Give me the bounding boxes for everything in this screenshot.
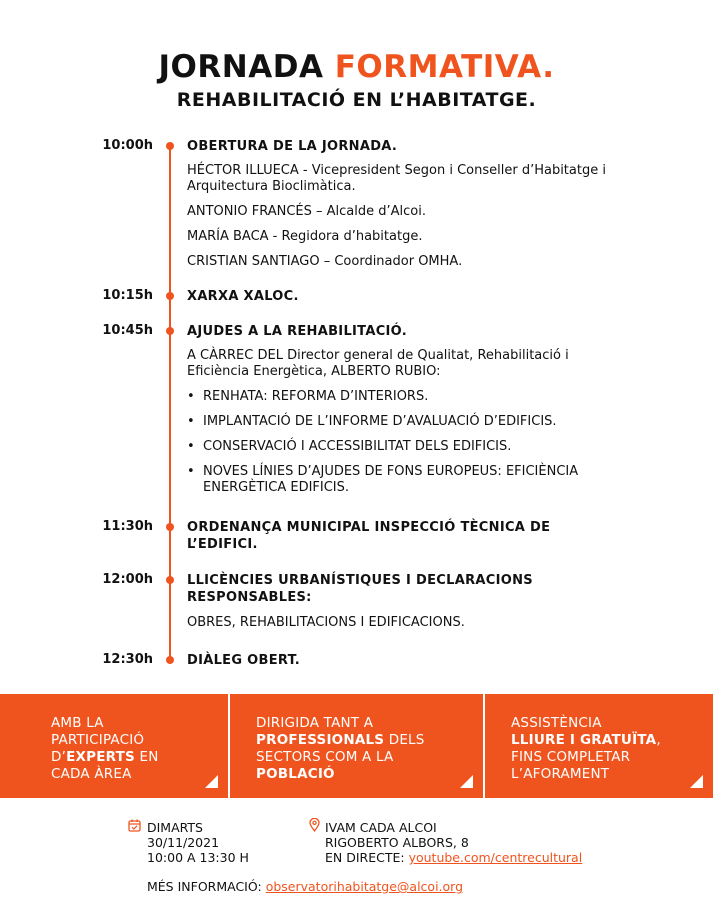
session-line: HÉCTOR ILLUECA - Vicepresident Segon i Conseller d’Habitatge i Arquitectura Bioclimàtica. — [187, 163, 606, 194]
session-content — [187, 138, 627, 270]
title-part-2: FORMATIVA. — [334, 49, 555, 85]
session-heading: AJUDES A LA REHABILITACIÓ. — [187, 324, 407, 339]
panel-attendance — [485, 694, 713, 798]
session-time: 11:30h — [102, 519, 153, 534]
list-item: • CONSERVACIÓ I ACCESSIBILITAT DELS EDIFICIS. — [187, 439, 627, 455]
more-info-label: MÉS INFORMACIÓ: — [147, 879, 262, 894]
session-content — [187, 572, 627, 631]
panel-line: DIRIGIDA TANT A — [256, 715, 374, 731]
session-content — [187, 519, 627, 553]
live-label: EN DIRECTE: — [325, 850, 405, 865]
timeline-dot — [166, 327, 174, 335]
corner-triangle-icon — [690, 775, 703, 788]
session-heading: ORDENANÇA MUNICIPAL INSPECCIÓ TÈCNICA DE L’EDIFICI. — [187, 520, 551, 552]
panel-line — [511, 732, 661, 749]
session-line: ANTONIO FRANCÉS – Alcalde d’Alcoi. — [187, 204, 426, 219]
panel-line: L’AFORAMENT — [511, 766, 610, 782]
timeline-dot — [166, 142, 174, 150]
session-content — [187, 288, 627, 305]
panel-line — [256, 766, 425, 783]
event-live — [325, 850, 582, 865]
panel-line: FINS COMPLETAR — [511, 749, 631, 765]
panel-audience — [230, 694, 483, 798]
event-venue: IVAM CADA ALCOI — [325, 820, 437, 835]
panel-text-part: , — [656, 732, 661, 748]
session-time: 10:15h — [102, 288, 153, 303]
session-content — [187, 652, 627, 669]
bullet-list — [187, 389, 627, 496]
session-line: CRISTIAN SANTIAGO – Coordinador OMHA. — [187, 254, 463, 269]
panel-text — [51, 715, 159, 783]
timeline-dot — [166, 292, 174, 300]
panel-text-part: DELS — [384, 732, 425, 748]
list-item: • NOVES LÍNIES D’AJUDES DE FONS EUROPEUS: EFICIÈNCIA ENERGÈTICA EDIFICIS. — [187, 464, 627, 496]
panel-line: PARTICIPACIÓ — [51, 732, 145, 748]
session-time: 12:30h — [102, 652, 153, 667]
session-line: MARÍA BACA - Regidora d’habitatge. — [187, 229, 423, 244]
panel-text — [256, 715, 425, 783]
youtube-link[interactable]: youtube.com/centrecultural — [408, 850, 583, 865]
panel-text — [511, 715, 661, 783]
panel-line — [51, 749, 159, 766]
more-info — [147, 879, 463, 894]
session-heading: OBERTURA DE LA JORNADA. — [187, 139, 398, 154]
page-subtitle: REHABILITACIÓ EN L’HABITATGE. — [176, 89, 537, 111]
event-date: 30/11/2021 — [147, 835, 220, 850]
panel-bold-text: EXPERTS — [66, 749, 135, 765]
corner-triangle-icon — [205, 775, 218, 788]
panel-bold-text: PROFESSIONALS — [256, 732, 385, 748]
panel-text-part: D’ — [51, 749, 67, 765]
page-title — [0, 49, 713, 85]
panel-line: AMB LA — [51, 715, 104, 731]
list-item: • RENHATA: REFORMA D’INTERIORS. — [187, 389, 627, 405]
title-part-1: JORNADA — [158, 49, 324, 85]
calendar-icon — [128, 819, 141, 832]
event-venue-block — [325, 820, 582, 865]
email-link[interactable]: observatorihabitatge@alcoi.org — [265, 879, 464, 894]
session-time: 10:45h — [102, 323, 153, 338]
event-address: RIGOBERTO ALBORS, 8 — [325, 835, 469, 850]
corner-triangle-icon — [460, 775, 473, 788]
session-time: 12:00h — [102, 572, 153, 587]
timeline-dot — [166, 523, 174, 531]
location-pin-icon — [309, 818, 320, 832]
panel-line — [256, 732, 425, 749]
highlights-band — [0, 694, 713, 798]
event-hours: 10:00 A 13:30 H — [147, 850, 249, 865]
timeline-dot — [166, 576, 174, 584]
panel-line: ASSISTÈNCIA — [511, 715, 602, 731]
session-line: OBRES, REHABILITACIONS I EDIFICACIONS. — [187, 615, 465, 630]
panel-line: CADA ÀREA — [51, 766, 132, 782]
panel-experts — [0, 694, 228, 798]
list-item: • IMPLANTACIÓ DE L’INFORME D’AVALUACIÓ D’EDIFICIS. — [187, 414, 627, 430]
session-content — [187, 323, 627, 505]
session-intro: A CÀRREC DEL Director general de Qualitat, Rehabilitació i Eficiència Energètica, ALBERTO RUBIO: — [187, 348, 569, 379]
session-heading: DIÀLEG OBERT. — [187, 653, 301, 668]
session-time: 10:00h — [102, 138, 153, 153]
panel-bold-text: LLIURE I GRATUÏTA — [511, 732, 657, 748]
session-heading: XARXA XALOC. — [187, 289, 299, 304]
panel-text-part: EN — [134, 749, 159, 765]
event-date-block — [147, 820, 249, 865]
event-day: DIMARTS — [147, 820, 203, 835]
panel-bold-text: POBLACIÓ — [256, 766, 335, 782]
panel-line: SECTORS COM A LA — [256, 749, 394, 765]
timeline-dot — [166, 656, 174, 664]
session-heading: LLICÈNCIES URBANÍSTIQUES I DECLARACIONS RESPONSABLES: — [187, 573, 533, 605]
